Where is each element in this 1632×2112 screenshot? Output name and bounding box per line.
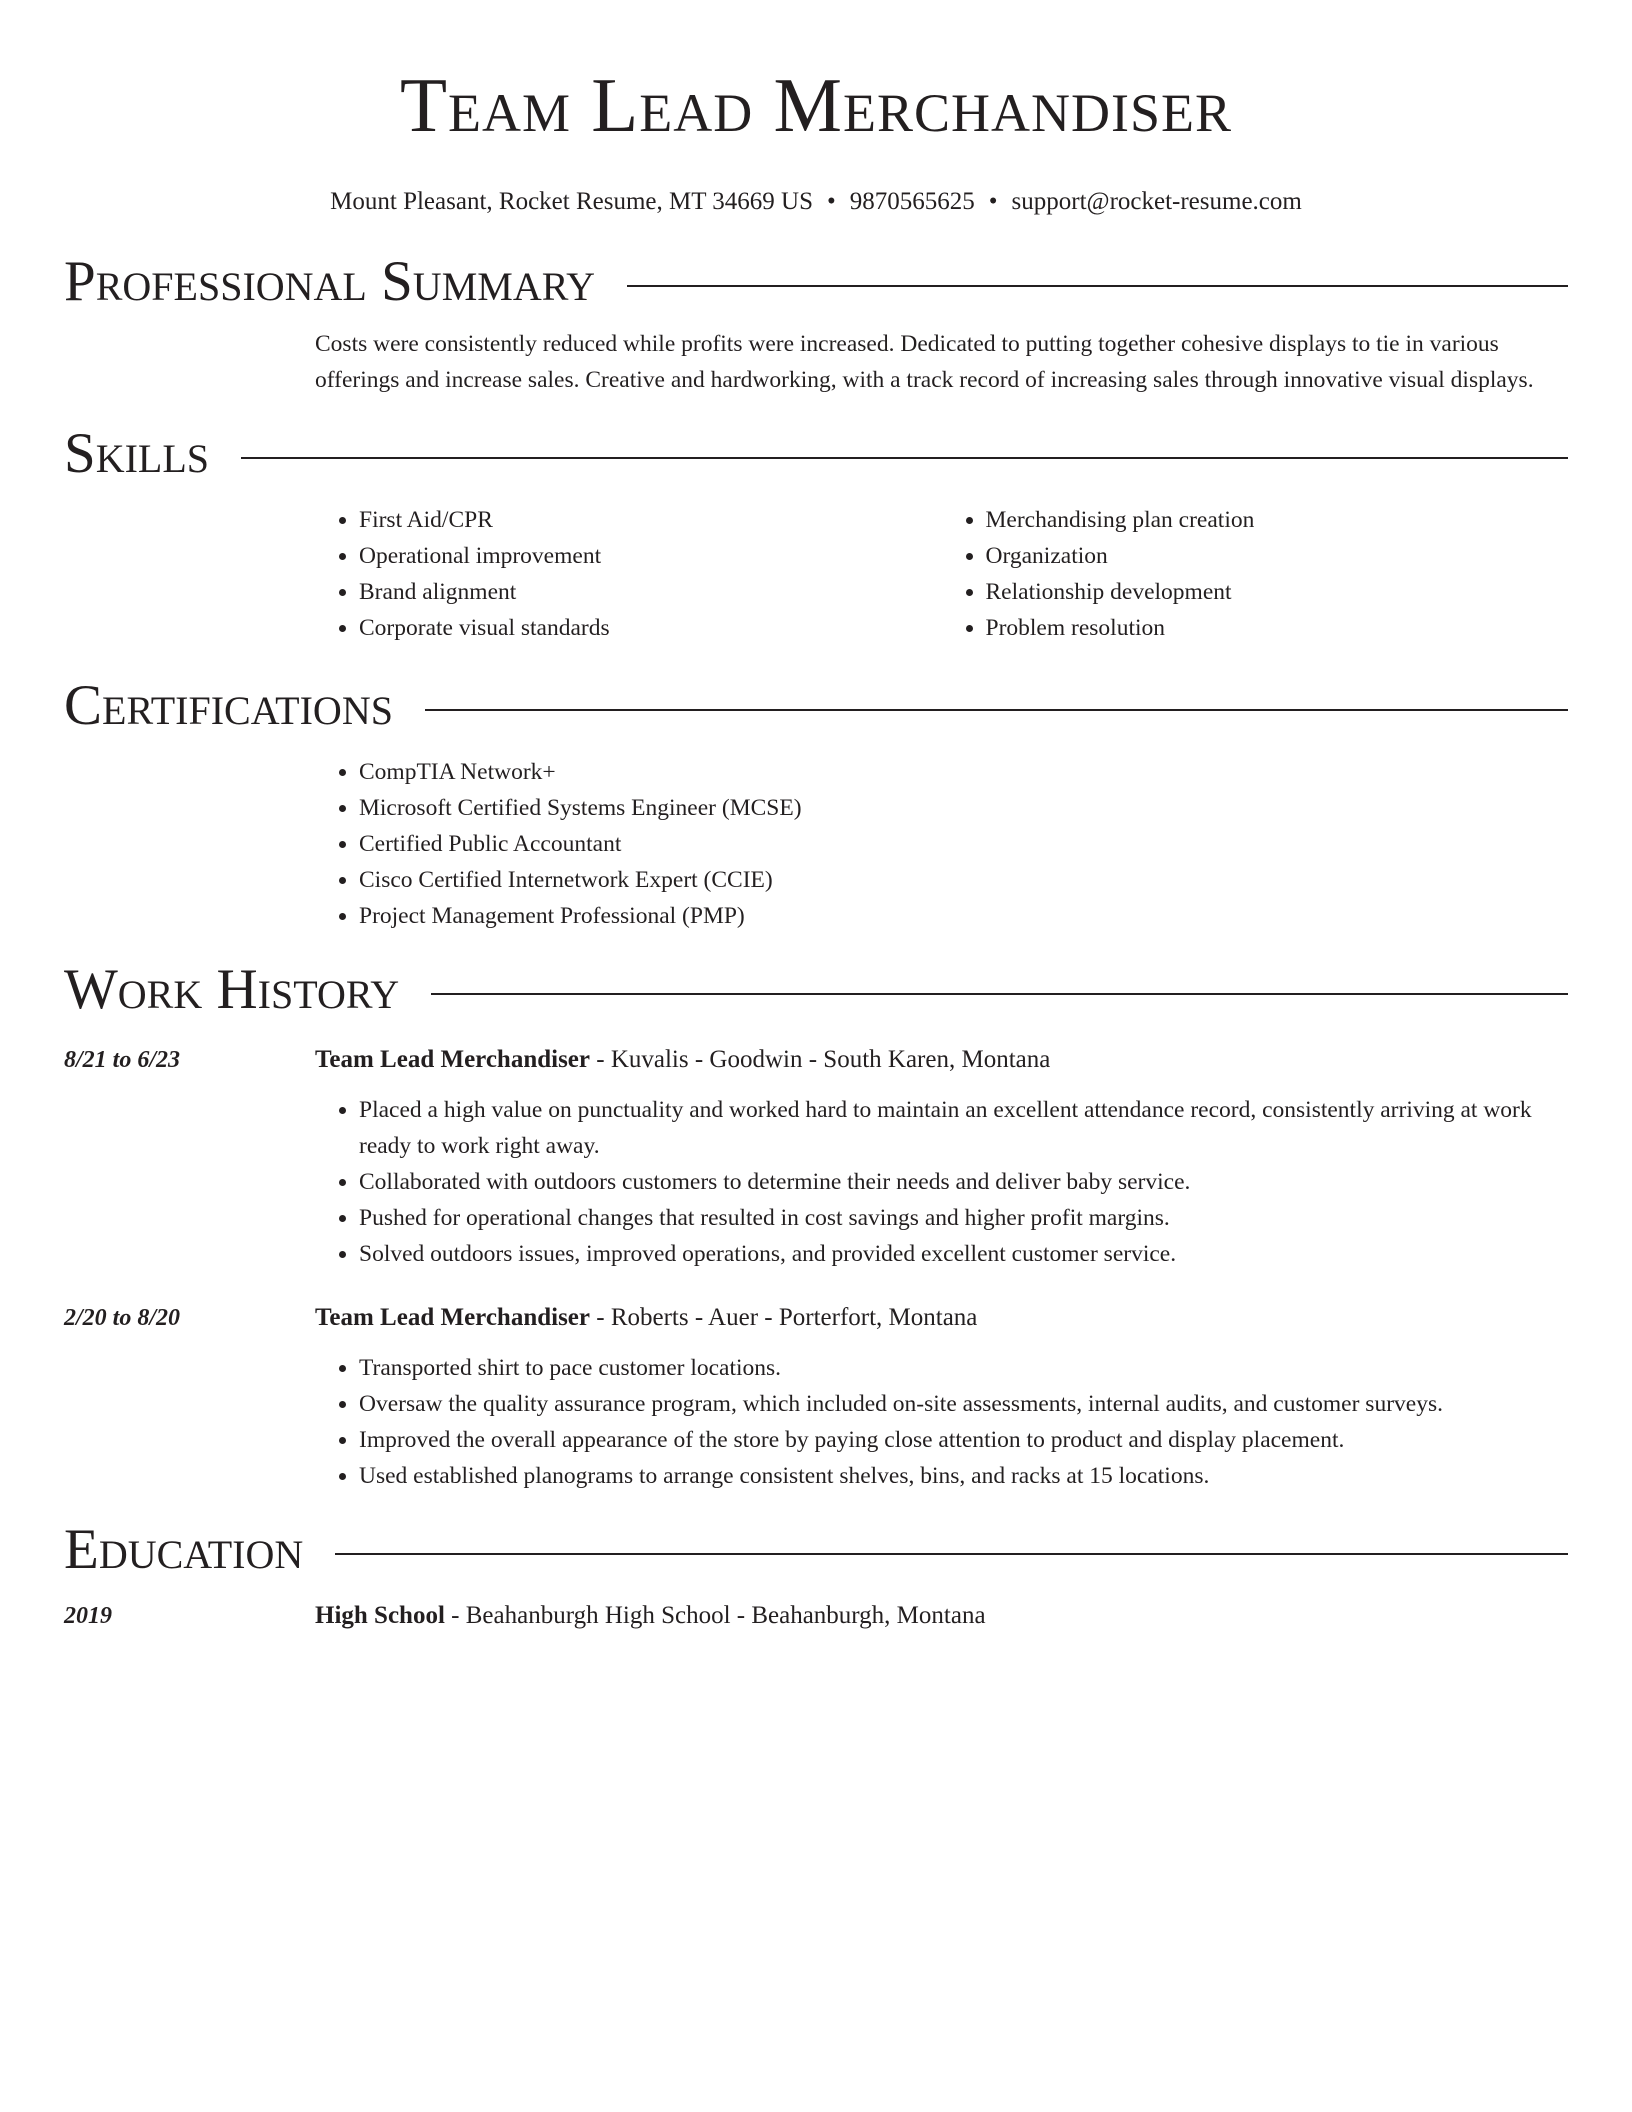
summary-body xyxy=(315,326,1568,398)
skill-item: • First Aid/CPR xyxy=(359,502,942,538)
job-dates: 8/21 to 6/23 xyxy=(64,1047,181,1073)
section-divider xyxy=(335,1553,1568,1555)
work-history-section-header xyxy=(64,958,1568,1022)
job-entry xyxy=(64,1300,1568,1494)
skill-item: • Organization xyxy=(986,538,1569,574)
contact-phone: 9870565625 xyxy=(849,188,975,215)
education-line xyxy=(315,1598,1568,1634)
summary-title: Professional Summary xyxy=(64,250,596,313)
skill-item: • Relationship development xyxy=(986,574,1569,610)
education-entry xyxy=(64,1598,1568,1634)
skill-item: • Operational improvement xyxy=(359,538,942,574)
job-header xyxy=(64,1042,1568,1078)
education-degree: High School xyxy=(315,1602,445,1629)
certifications-list xyxy=(315,754,1568,934)
job-role: Team Lead Merchandiser xyxy=(315,1046,590,1073)
job-bullet: • Collaborated with outdoors customers to determine their needs and deliver baby service. xyxy=(359,1164,1568,1200)
contact-email: support@rocket-resume.com xyxy=(1011,188,1302,215)
job-bullet: • Improved the overall appearance of the store by paying close attention to product and display placement. xyxy=(359,1422,1568,1458)
job-header xyxy=(64,1300,1568,1336)
job-employer: - Kuvalis - Goodwin - South Karen, Montana xyxy=(590,1046,1051,1073)
certification-item: • Certified Public Accountant xyxy=(359,826,1568,862)
skills-column-right xyxy=(942,502,1569,646)
separator-dot: • xyxy=(827,188,836,215)
job-dates: 2/20 to 8/20 xyxy=(64,1305,181,1331)
section-divider xyxy=(627,285,1568,287)
summary-section-header xyxy=(64,250,1568,314)
job-details xyxy=(315,1092,1568,1272)
job-bullet: • Pushed for operational changes that resulted in cost savings and higher profit margins. xyxy=(359,1200,1568,1236)
job-bullet: • Placed a high value on punctuality and worked hard to maintain an excellent attendance record, consistently arriving at work ready to work right away. xyxy=(359,1092,1568,1164)
work-history-title: Work History xyxy=(64,958,400,1021)
certifications-section-header xyxy=(64,674,1568,738)
summary-text: Costs were consistently reduced while profits were increased. Dedicated to putting together cohesive displays to tie in various offerings and increase sales. Creative and hardworking, with a track record of increasing sales through innovative visual displays. xyxy=(315,331,1534,393)
education-section-header xyxy=(64,1518,1568,1582)
certifications-body xyxy=(315,754,1568,934)
education-year: 2019 xyxy=(64,1603,112,1629)
job-bullet: • Transported shirt to pace customer locations. xyxy=(359,1350,1568,1386)
job-bullet: • Oversaw the quality assurance program, which included on-site assessments, internal audits, and customer surveys. xyxy=(359,1386,1568,1422)
skills-section-header xyxy=(64,422,1568,486)
contact-line xyxy=(64,186,1568,218)
skills-title: Skills xyxy=(64,422,210,485)
certification-item: • Microsoft Certified Systems Engineer (MCSE) xyxy=(359,790,1568,826)
certification-item: • CompTIA Network+ xyxy=(359,754,1568,790)
skill-item: • Merchandising plan creation xyxy=(986,502,1569,538)
certification-item: • Project Management Professional (PMP) xyxy=(359,898,1568,934)
education-title: Education xyxy=(64,1518,304,1581)
section-divider xyxy=(425,709,1568,711)
job-title-line xyxy=(315,1042,1568,1078)
section-divider xyxy=(431,993,1568,995)
certifications-title: Certifications xyxy=(64,674,393,737)
certification-item: • Cisco Certified Internetwork Expert (CCIE) xyxy=(359,862,1568,898)
skill-item: • Corporate visual standards xyxy=(359,610,942,646)
job-employer: - Roberts - Auer - Porterfort, Montana xyxy=(590,1304,978,1331)
job-bullet: • Used established planograms to arrange consistent shelves, bins, and racks at 15 locations. xyxy=(359,1458,1568,1494)
skills-column-left xyxy=(315,502,942,646)
candidate-name: Team Lead Merchandiser xyxy=(399,62,1233,148)
job-bullets xyxy=(315,1092,1568,1272)
job-role: Team Lead Merchandiser xyxy=(315,1304,590,1331)
skill-item: • Brand alignment xyxy=(359,574,942,610)
job-bullet: • Solved outdoors issues, improved operations, and provided excellent customer service. xyxy=(359,1236,1568,1272)
section-divider xyxy=(241,457,1568,459)
separator-dot: • xyxy=(988,188,998,215)
skills-list xyxy=(315,502,1568,646)
skill-item: • Problem resolution xyxy=(986,610,1569,646)
contact-address: Mount Pleasant, Rocket Resume, MT 34669 US xyxy=(330,188,814,215)
job-bullets xyxy=(315,1350,1568,1494)
job-details xyxy=(315,1350,1568,1494)
education-school: - Beahanburgh High School - Beahanburgh, Montana xyxy=(444,1602,986,1629)
job-entry xyxy=(64,1042,1568,1272)
job-title-line xyxy=(315,1300,1568,1336)
resume-page xyxy=(64,0,1568,1634)
